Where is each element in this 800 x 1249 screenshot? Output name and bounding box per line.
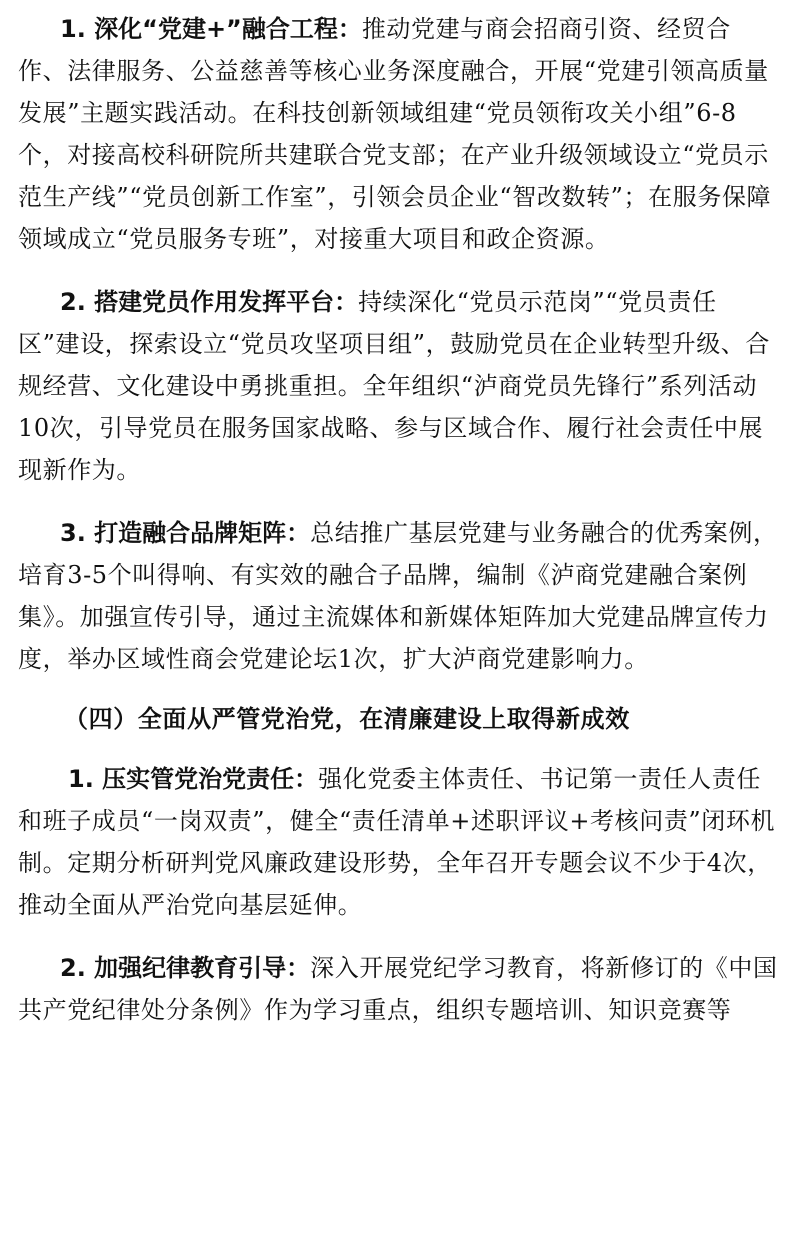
paragraph-spacer (60, 740, 778, 758)
paragraph-spacer (60, 926, 778, 947)
paragraph-text: 推动党建与商会招商引资、经贸合作、法律服务、公益慈善等核心业务深度融合，开展“党建引领高质量发展”主题实践活动。在科技创新领域组建“党员领衔攻关小组”6-8个，对接高校科研院所共建联合党支部；在产业升级领域设立“党员示范生产线”“党员创新工作室”，引领会员企业“智改数转”；在服务保障领域成立“党员服务专班”，对接重大项目和政企资源。 (18, 15, 772, 253)
paragraph-discipline-education (0, 947, 778, 1031)
paragraph-party-building-integration (0, 8, 778, 260)
paragraph-heading: 1. 深化“党建+”融合工程： (60, 15, 362, 43)
paragraph-spacer (60, 260, 778, 281)
paragraph-text: 强化党委主体责任、书记第一责任人责任和班子成员“一岗双责”，健全“责任清单+述职评议+考核问责”闭环机制。定期分析研判党风廉政建设形势，全年召开专题会议不少于4次，推动全面从严治党向基层延伸。 (18, 765, 776, 919)
paragraph-heading: 2. 搭建党员作用发挥平台： (60, 288, 359, 316)
paragraph-heading: 3. 打造融合品牌矩阵： (60, 519, 311, 547)
paragraph-spacer (60, 680, 778, 698)
paragraph-text: 总结推广基层党建与业务融合的优秀案例，培育3-5个叫得响、有实效的融合子品牌，编制《泸商党建融合案例集》。加强宣传引导，通过主流媒体和新媒体矩阵加大党建品牌宣传力度，举办区域性商会党建论坛1次，扩大泸商党建影响力。 (18, 519, 778, 673)
paragraph-brand-matrix (0, 512, 778, 680)
paragraph-member-platform (0, 281, 778, 491)
paragraph-responsibility (0, 758, 778, 926)
paragraph-heading: 2. 加强纪律教育引导： (60, 954, 311, 982)
paragraph-spacer (60, 491, 778, 512)
section-title: （四）全面从严管党治党，在清廉建设上取得新成效 (64, 705, 630, 733)
paragraph-text: 深入开展党纪学习教育，将新修订的《中国共产党纪律处分条例》作为学习重点，组织专题培训、知识竞赛等 (18, 954, 778, 1024)
paragraph-text: 持续深化“党员示范岗”“党员责任区”建设，探索设立“党员攻坚项目组”，鼓励党员在企业转型升级、合规经营、文化建设中勇挑重担。全年组织“泸商党员先锋行”系列活动10次，引导党员在服务国家战略、参与区域合作、履行社会责任中展现新作为。 (18, 288, 771, 484)
paragraph-heading: 1. 压实管党治党责任： (68, 765, 319, 793)
